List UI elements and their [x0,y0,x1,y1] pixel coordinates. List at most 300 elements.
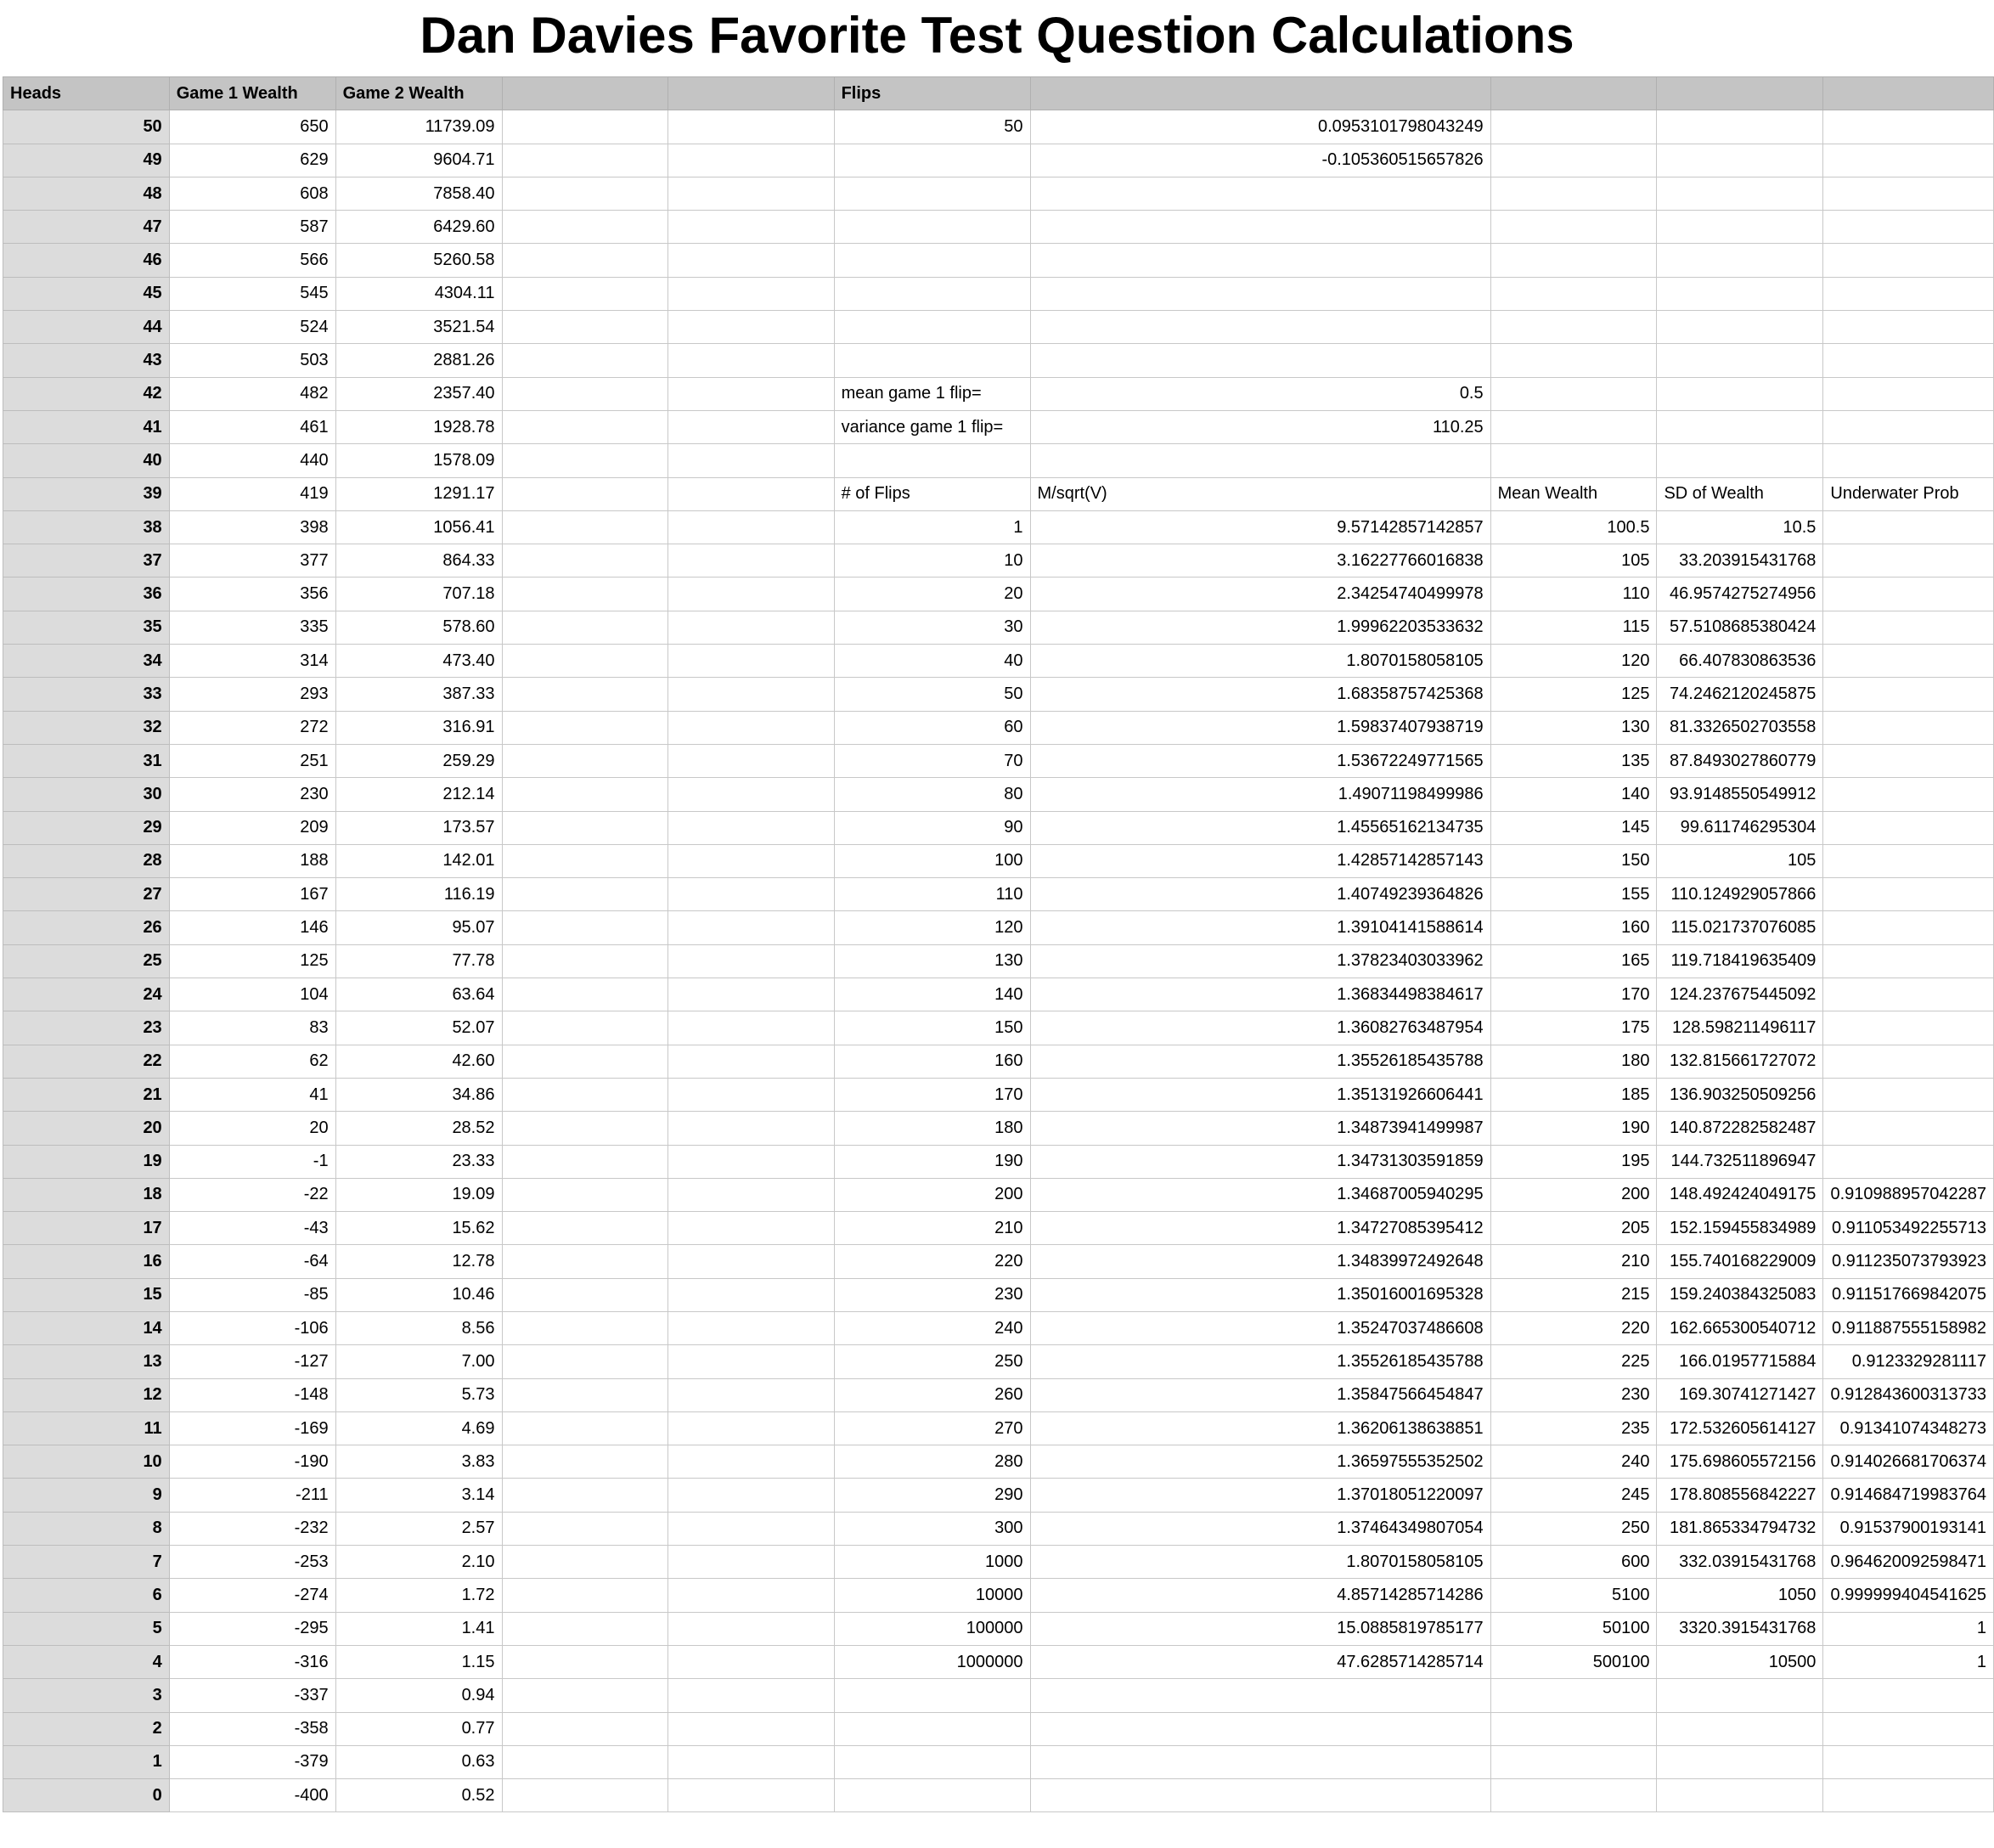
cell-f[interactable]: 70 [834,744,1030,777]
cell-f[interactable]: 230 [834,1278,1030,1311]
cell-c[interactable]: 6429.60 [335,211,502,244]
cell-j[interactable] [1823,1112,1994,1145]
cell-d[interactable] [502,1078,668,1111]
cell-c[interactable]: 259.29 [335,744,502,777]
cell-c[interactable]: 95.07 [335,911,502,944]
row-header-cell[interactable]: 36 [3,578,170,611]
cell-c[interactable]: 77.78 [335,944,502,978]
header-cell-h[interactable] [1490,77,1657,110]
cell-f[interactable] [834,344,1030,377]
cell-i[interactable]: 46.9574275274956 [1657,578,1823,611]
cell-d[interactable] [502,244,668,277]
cell-c[interactable]: 15.62 [335,1212,502,1245]
cell-j[interactable] [1823,1011,1994,1045]
cell-i[interactable] [1657,1779,1823,1812]
cell-i[interactable]: 105 [1657,844,1823,877]
cell-b[interactable]: -274 [169,1579,335,1612]
cell-j[interactable]: 0.999999404541625 [1823,1579,1994,1612]
cell-j[interactable] [1823,211,1994,244]
cell-j[interactable] [1823,410,1994,443]
cell-e[interactable] [668,1546,835,1579]
cell-e[interactable] [668,377,835,410]
cell-f[interactable]: # of Flips [834,477,1030,510]
cell-d[interactable] [502,1311,668,1344]
cell-f[interactable]: 10 [834,544,1030,578]
cell-d[interactable] [502,211,668,244]
cell-f[interactable]: 150 [834,1011,1030,1045]
cell-c[interactable]: 63.64 [335,978,502,1011]
row-header-cell[interactable]: 6 [3,1579,170,1612]
cell-g[interactable] [1030,211,1490,244]
row-header-cell[interactable]: 25 [3,944,170,978]
cell-i[interactable] [1657,1712,1823,1745]
cell-h[interactable] [1490,444,1657,477]
cell-i[interactable]: 1050 [1657,1579,1823,1612]
cell-b[interactable]: 482 [169,377,335,410]
cell-c[interactable]: 7858.40 [335,177,502,210]
header-cell-g[interactable] [1030,77,1490,110]
cell-f[interactable]: 1000 [834,1546,1030,1579]
cell-h[interactable]: 240 [1490,1445,1657,1479]
cell-c[interactable]: 1.72 [335,1579,502,1612]
cell-j[interactable] [1823,811,1994,844]
cell-j[interactable] [1823,878,1994,911]
row-header-cell[interactable]: 41 [3,410,170,443]
cell-e[interactable] [668,611,835,644]
cell-e[interactable] [668,1745,835,1778]
cell-f[interactable]: 140 [834,978,1030,1011]
row-header-cell[interactable]: 3 [3,1679,170,1712]
cell-h[interactable] [1490,244,1657,277]
cell-f[interactable]: 100 [834,844,1030,877]
cell-h[interactable]: 210 [1490,1245,1657,1278]
cell-f[interactable]: 130 [834,944,1030,978]
cell-d[interactable] [502,544,668,578]
cell-h[interactable]: 140 [1490,778,1657,811]
cell-b[interactable]: 41 [169,1078,335,1111]
row-header-cell[interactable]: 30 [3,778,170,811]
cell-b[interactable]: -190 [169,1445,335,1479]
cell-i[interactable]: 124.237675445092 [1657,978,1823,1011]
cell-e[interactable] [668,1112,835,1145]
cell-e[interactable] [668,844,835,877]
cell-i[interactable] [1657,277,1823,310]
cell-e[interactable] [668,1579,835,1612]
row-header-cell[interactable]: 46 [3,244,170,277]
cell-b[interactable]: 230 [169,778,335,811]
cell-c[interactable]: 10.46 [335,1278,502,1311]
cell-e[interactable] [668,944,835,978]
cell-i[interactable]: SD of Wealth [1657,477,1823,510]
cell-f[interactable]: 60 [834,711,1030,744]
cell-c[interactable]: 12.78 [335,1245,502,1278]
cell-c[interactable]: 5260.58 [335,244,502,277]
cell-h[interactable]: 155 [1490,878,1657,911]
cell-h[interactable]: 225 [1490,1345,1657,1378]
cell-b[interactable]: 440 [169,444,335,477]
cell-d[interactable] [502,711,668,744]
cell-b[interactable]: -379 [169,1745,335,1778]
cell-e[interactable] [668,1078,835,1111]
cell-g[interactable] [1030,311,1490,344]
cell-e[interactable] [668,878,835,911]
cell-g[interactable]: 1.34839972492648 [1030,1245,1490,1278]
cell-f[interactable]: 30 [834,611,1030,644]
cell-j[interactable] [1823,311,1994,344]
cell-j[interactable] [1823,110,1994,144]
cell-f[interactable]: 300 [834,1512,1030,1545]
cell-g[interactable]: 1.37018051220097 [1030,1479,1490,1512]
cell-g[interactable]: 1.37823403033962 [1030,944,1490,978]
row-header-cell[interactable]: 9 [3,1479,170,1512]
cell-b[interactable]: 104 [169,978,335,1011]
cell-d[interactable] [502,911,668,944]
cell-c[interactable]: 11739.09 [335,110,502,144]
cell-i[interactable]: 74.2462120245875 [1657,678,1823,711]
cell-h[interactable]: 245 [1490,1479,1657,1512]
cell-i[interactable]: 3320.3915431768 [1657,1612,1823,1645]
cell-c[interactable]: 34.86 [335,1078,502,1111]
cell-g[interactable]: 110.25 [1030,410,1490,443]
cell-b[interactable]: -337 [169,1679,335,1712]
cell-c[interactable]: 0.77 [335,1712,502,1745]
cell-f[interactable]: 20 [834,578,1030,611]
cell-j[interactable]: 0.914026681706374 [1823,1445,1994,1479]
cell-i[interactable] [1657,211,1823,244]
cell-b[interactable]: 461 [169,410,335,443]
cell-b[interactable]: 272 [169,711,335,744]
cell-j[interactable] [1823,911,1994,944]
cell-b[interactable]: 188 [169,844,335,877]
cell-b[interactable]: -127 [169,1345,335,1378]
cell-b[interactable]: 314 [169,645,335,678]
row-header-cell[interactable]: 42 [3,377,170,410]
cell-f[interactable]: 220 [834,1245,1030,1278]
cell-j[interactable] [1823,244,1994,277]
cell-f[interactable]: 160 [834,1045,1030,1078]
cell-e[interactable] [668,744,835,777]
row-header-cell[interactable]: 18 [3,1178,170,1211]
cell-d[interactable] [502,778,668,811]
cell-j[interactable] [1823,711,1994,744]
cell-i[interactable]: 33.203915431768 [1657,544,1823,578]
cell-b[interactable]: 629 [169,144,335,177]
row-header-cell[interactable]: 16 [3,1245,170,1278]
cell-i[interactable]: 87.8493027860779 [1657,744,1823,777]
cell-g[interactable] [1030,444,1490,477]
cell-b[interactable]: 608 [169,177,335,210]
cell-e[interactable] [668,1178,835,1211]
cell-d[interactable] [502,1345,668,1378]
cell-j[interactable]: 0.911235073793923 [1823,1245,1994,1278]
cell-h[interactable]: 230 [1490,1378,1657,1411]
cell-d[interactable] [502,844,668,877]
cell-d[interactable] [502,444,668,477]
cell-f[interactable] [834,244,1030,277]
cell-b[interactable]: 20 [169,1112,335,1145]
cell-f[interactable]: 100000 [834,1612,1030,1645]
cell-i[interactable]: 10500 [1657,1645,1823,1678]
cell-e[interactable] [668,778,835,811]
cell-g[interactable]: 1.36834498384617 [1030,978,1490,1011]
cell-h[interactable]: 125 [1490,678,1657,711]
cell-b[interactable]: 209 [169,811,335,844]
cell-f[interactable]: 120 [834,911,1030,944]
cell-c[interactable]: 1056.41 [335,510,502,544]
cell-f[interactable] [834,1745,1030,1778]
cell-e[interactable] [668,1045,835,1078]
cell-d[interactable] [502,978,668,1011]
cell-f[interactable] [834,1679,1030,1712]
cell-f[interactable]: 290 [834,1479,1030,1512]
cell-b[interactable]: 545 [169,277,335,310]
cell-e[interactable] [668,510,835,544]
cell-d[interactable] [502,311,668,344]
cell-g[interactable]: 1.42857142857143 [1030,844,1490,877]
cell-j[interactable]: 0.912843600313733 [1823,1378,1994,1411]
cell-e[interactable] [668,978,835,1011]
cell-i[interactable] [1657,244,1823,277]
cell-b[interactable]: 587 [169,211,335,244]
cell-g[interactable] [1030,277,1490,310]
cell-h[interactable] [1490,344,1657,377]
cell-j[interactable] [1823,277,1994,310]
cell-c[interactable]: 5.73 [335,1378,502,1411]
cell-e[interactable] [668,410,835,443]
cell-h[interactable] [1490,311,1657,344]
cell-g[interactable]: 47.6285714285714 [1030,1645,1490,1678]
cell-i[interactable]: 110.124929057866 [1657,878,1823,911]
cell-g[interactable]: 1.53672249771565 [1030,744,1490,777]
cell-c[interactable]: 52.07 [335,1011,502,1045]
cell-h[interactable] [1490,277,1657,310]
cell-g[interactable]: 4.85714285714286 [1030,1579,1490,1612]
cell-j[interactable]: 0.9123329281117 [1823,1345,1994,1378]
cell-i[interactable]: 155.740168229009 [1657,1245,1823,1278]
cell-i[interactable]: 152.159455834989 [1657,1212,1823,1245]
cell-c[interactable]: 2357.40 [335,377,502,410]
cell-d[interactable] [502,177,668,210]
cell-e[interactable] [668,1712,835,1745]
cell-e[interactable] [668,1445,835,1479]
cell-b[interactable]: -400 [169,1779,335,1812]
cell-d[interactable] [502,944,668,978]
cell-f[interactable]: 180 [834,1112,1030,1145]
cell-d[interactable] [502,1579,668,1612]
row-header-cell[interactable]: 49 [3,144,170,177]
cell-d[interactable] [502,144,668,177]
cell-h[interactable]: 135 [1490,744,1657,777]
cell-j[interactable] [1823,544,1994,578]
cell-c[interactable]: 2.57 [335,1512,502,1545]
cell-c[interactable]: 1.41 [335,1612,502,1645]
cell-j[interactable] [1823,944,1994,978]
cell-h[interactable] [1490,177,1657,210]
cell-d[interactable] [502,1546,668,1579]
cell-f[interactable] [834,311,1030,344]
cell-g[interactable] [1030,1779,1490,1812]
cell-i[interactable]: 178.808556842227 [1657,1479,1823,1512]
cell-f[interactable]: 1000000 [834,1645,1030,1678]
cell-j[interactable]: 0.911517669842075 [1823,1278,1994,1311]
cell-b[interactable]: 251 [169,744,335,777]
cell-h[interactable]: Mean Wealth [1490,477,1657,510]
cell-c[interactable]: 707.18 [335,578,502,611]
cell-j[interactable] [1823,1679,1994,1712]
cell-j[interactable]: 0.911053492255713 [1823,1212,1994,1245]
cell-e[interactable] [668,1411,835,1445]
cell-d[interactable] [502,1745,668,1778]
cell-b[interactable]: -295 [169,1612,335,1645]
cell-f[interactable]: 50 [834,110,1030,144]
cell-b[interactable]: 125 [169,944,335,978]
cell-g[interactable] [1030,244,1490,277]
cell-f[interactable] [834,144,1030,177]
cell-g[interactable]: 9.57142857142857 [1030,510,1490,544]
cell-j[interactable] [1823,645,1994,678]
cell-f[interactable]: 200 [834,1178,1030,1211]
cell-f[interactable] [834,277,1030,310]
cell-i[interactable]: 172.532605614127 [1657,1411,1823,1445]
cell-c[interactable]: 8.56 [335,1311,502,1344]
cell-g[interactable]: 1.35131926606441 [1030,1078,1490,1111]
cell-i[interactable]: 175.698605572156 [1657,1445,1823,1479]
cell-i[interactable]: 166.01957715884 [1657,1345,1823,1378]
row-header-cell[interactable]: 32 [3,711,170,744]
header-cell-i[interactable] [1657,77,1823,110]
cell-h[interactable] [1490,1712,1657,1745]
cell-j[interactable]: 0.91341074348273 [1823,1411,1994,1445]
cell-f[interactable]: 270 [834,1411,1030,1445]
cell-c[interactable]: 28.52 [335,1112,502,1145]
cell-i[interactable] [1657,110,1823,144]
cell-d[interactable] [502,477,668,510]
cell-d[interactable] [502,1645,668,1678]
cell-j[interactable]: 1 [1823,1612,1994,1645]
cell-h[interactable]: 105 [1490,544,1657,578]
cell-d[interactable] [502,1512,668,1545]
cell-b[interactable]: -85 [169,1278,335,1311]
cell-b[interactable]: 377 [169,544,335,578]
header-cell-b[interactable]: Game 1 Wealth [169,77,335,110]
row-header-cell[interactable]: 13 [3,1345,170,1378]
cell-g[interactable]: 1.35526185435788 [1030,1045,1490,1078]
cell-c[interactable]: 19.09 [335,1178,502,1211]
cell-i[interactable]: 115.021737076085 [1657,911,1823,944]
cell-g[interactable]: 3.16227766016838 [1030,544,1490,578]
cell-j[interactable] [1823,778,1994,811]
cell-e[interactable] [668,444,835,477]
cell-c[interactable]: 23.33 [335,1145,502,1178]
cell-e[interactable] [668,277,835,310]
cell-d[interactable] [502,1145,668,1178]
cell-i[interactable]: 10.5 [1657,510,1823,544]
cell-c[interactable]: 1291.17 [335,477,502,510]
cell-e[interactable] [668,211,835,244]
cell-b[interactable]: 356 [169,578,335,611]
header-cell-j[interactable] [1823,77,1994,110]
cell-i[interactable]: 81.3326502703558 [1657,711,1823,744]
cell-b[interactable]: -22 [169,1178,335,1211]
cell-i[interactable]: 99.611746295304 [1657,811,1823,844]
cell-c[interactable]: 9604.71 [335,144,502,177]
cell-b[interactable]: 398 [169,510,335,544]
cell-g[interactable]: 1.36082763487954 [1030,1011,1490,1045]
cell-c[interactable]: 1578.09 [335,444,502,477]
cell-i[interactable] [1657,1679,1823,1712]
cell-j[interactable] [1823,744,1994,777]
cell-h[interactable]: 160 [1490,911,1657,944]
cell-c[interactable]: 4.69 [335,1411,502,1445]
cell-h[interactable] [1490,1679,1657,1712]
cell-g[interactable]: 1.35847566454847 [1030,1378,1490,1411]
cell-b[interactable]: -106 [169,1311,335,1344]
cell-b[interactable]: 146 [169,911,335,944]
cell-f[interactable]: 10000 [834,1579,1030,1612]
cell-h[interactable]: 235 [1490,1411,1657,1445]
cell-g[interactable]: 1.35016001695328 [1030,1278,1490,1311]
cell-i[interactable]: 169.30741271427 [1657,1378,1823,1411]
cell-i[interactable]: 132.815661727072 [1657,1045,1823,1078]
cell-e[interactable] [668,344,835,377]
cell-e[interactable] [668,244,835,277]
cell-b[interactable]: -43 [169,1212,335,1245]
cell-b[interactable]: 566 [169,244,335,277]
cell-h[interactable]: 600 [1490,1546,1657,1579]
cell-e[interactable] [668,1011,835,1045]
cell-h[interactable] [1490,410,1657,443]
cell-g[interactable] [1030,1712,1490,1745]
cell-e[interactable] [668,911,835,944]
cell-d[interactable] [502,1011,668,1045]
cell-h[interactable] [1490,144,1657,177]
cell-e[interactable] [668,177,835,210]
cell-i[interactable] [1657,444,1823,477]
cell-e[interactable] [668,1145,835,1178]
header-cell-e[interactable] [668,77,835,110]
cell-e[interactable] [668,678,835,711]
cell-g[interactable] [1030,344,1490,377]
cell-j[interactable] [1823,144,1994,177]
cell-g[interactable]: 1.35526185435788 [1030,1345,1490,1378]
row-header-cell[interactable]: 45 [3,277,170,310]
cell-b[interactable]: -232 [169,1512,335,1545]
cell-h[interactable]: 215 [1490,1278,1657,1311]
cell-f[interactable]: 90 [834,811,1030,844]
row-header-cell[interactable]: 40 [3,444,170,477]
cell-h[interactable]: 190 [1490,1112,1657,1145]
cell-b[interactable]: 335 [169,611,335,644]
cell-b[interactable]: -316 [169,1645,335,1678]
cell-d[interactable] [502,578,668,611]
cell-g[interactable]: 1.35247037486608 [1030,1311,1490,1344]
cell-f[interactable] [834,211,1030,244]
cell-b[interactable]: 293 [169,678,335,711]
cell-d[interactable] [502,1479,668,1512]
cell-f[interactable]: 170 [834,1078,1030,1111]
cell-h[interactable]: 165 [1490,944,1657,978]
cell-f[interactable]: variance game 1 flip= [834,410,1030,443]
cell-f[interactable]: 110 [834,878,1030,911]
cell-c[interactable]: 316.91 [335,711,502,744]
header-cell-d[interactable] [502,77,668,110]
cell-d[interactable] [502,744,668,777]
cell-b[interactable]: -211 [169,1479,335,1512]
cell-h[interactable]: 185 [1490,1078,1657,1111]
cell-h[interactable]: 150 [1490,844,1657,877]
cell-g[interactable]: 1.39104141588614 [1030,911,1490,944]
cell-c[interactable]: 1.15 [335,1645,502,1678]
